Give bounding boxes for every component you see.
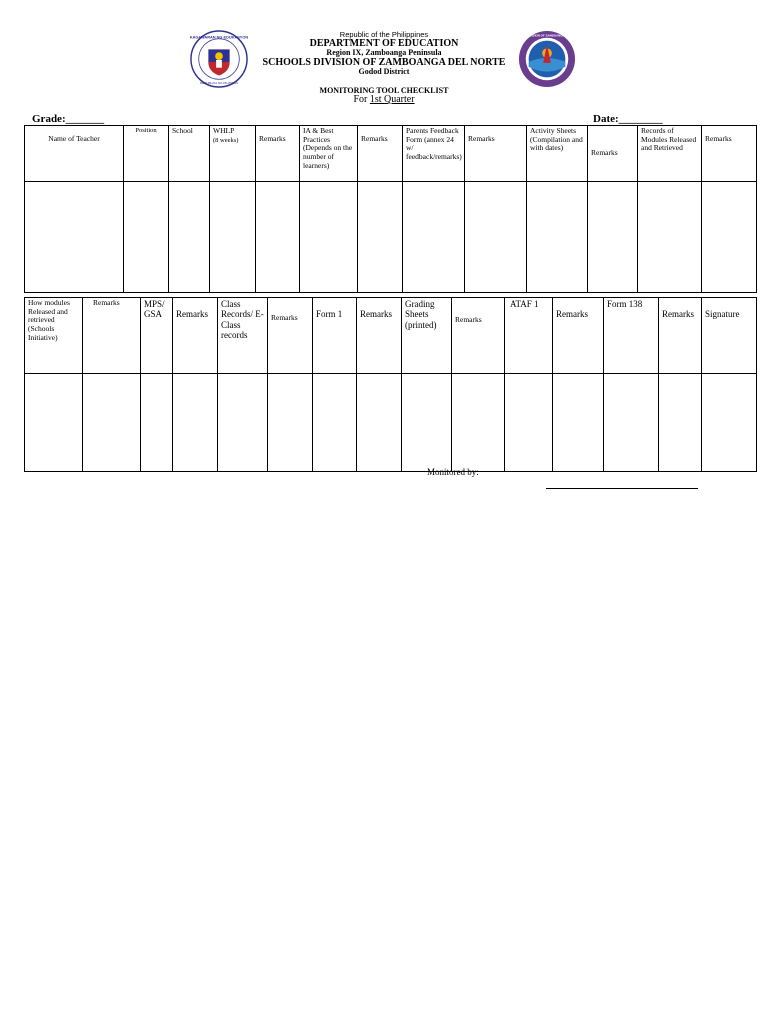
cell-remarks[interactable] <box>702 182 757 293</box>
col-records-of-modules: Records of Modules Released and Retrieved <box>638 126 702 182</box>
cell-grading-sheets[interactable] <box>402 374 452 472</box>
date-field: Date:________ <box>593 113 663 125</box>
col-ia-best-practices: IA & Best Practices (Depends on the number of learners) <box>300 126 358 182</box>
col-school: School <box>169 126 210 182</box>
checklist-table-1 <box>24 125 757 293</box>
cell-whlp[interactable] <box>210 182 256 293</box>
col-remarks: Remarks <box>268 298 313 374</box>
cell-activity-sheets[interactable] <box>527 182 588 293</box>
table-header-row <box>25 126 757 182</box>
col-remarks: Remarks <box>357 298 402 374</box>
division-line: SCHOOLS DIVISION OF ZAMBOANGA DEL NORTE <box>262 56 506 68</box>
col-remarks: Remarks <box>256 126 300 182</box>
region-line: Region IX, Zamboanga Peninsula <box>326 48 442 58</box>
grade-field: Grade:_______ <box>32 113 105 125</box>
col-remarks: Remarks <box>173 298 218 374</box>
cell-position[interactable] <box>124 182 169 293</box>
cell-ia-best-practices[interactable] <box>300 182 358 293</box>
cell-remarks[interactable] <box>553 374 604 472</box>
cell-school[interactable] <box>169 182 210 293</box>
col-grading-sheets: Grading Sheets (printed) <box>402 298 452 374</box>
col-remarks: Remarks <box>83 298 141 374</box>
col-how-modules: How modules Released and retrieved (Schools Initiative) <box>25 298 83 374</box>
col-position: Position <box>124 126 169 182</box>
cell-remarks[interactable] <box>452 374 505 472</box>
seal-left-text: KAGAWARAN NG EDUKASYON <box>189 35 249 40</box>
cell-class-records[interactable] <box>218 374 268 472</box>
cell-remarks[interactable] <box>268 374 313 472</box>
for-label: For <box>353 94 370 106</box>
quarter-value: 1st Quarter <box>369 94 415 106</box>
signature-line[interactable] <box>546 488 698 489</box>
cell-mps-gsa[interactable] <box>141 374 173 472</box>
seal-right-text: SCHOOLS DIVISION OF ZAMBOANGA DEL NORTE <box>512 33 582 38</box>
col-ataf-1: ATAF 1 <box>505 298 553 374</box>
col-remarks: Remarks <box>588 126 638 182</box>
whlp-label: WHLP <box>213 126 235 135</box>
col-remarks: Remarks <box>702 126 757 182</box>
col-remarks: Remarks <box>452 298 505 374</box>
cell-remarks[interactable] <box>358 182 403 293</box>
col-whlp <box>210 126 256 182</box>
col-parents-feedback: Parents Feedback Form (annex 24 w/ feedback/remarks) <box>403 126 465 182</box>
col-remarks: Remarks <box>358 126 403 182</box>
cell-form-138[interactable] <box>604 374 659 472</box>
col-class-records: Class Records/ E- Class records <box>218 298 268 374</box>
cell-remarks[interactable] <box>256 182 300 293</box>
republic-line: Republic of the Philippines <box>339 30 429 39</box>
cell-records-of-modules[interactable] <box>638 182 702 293</box>
monitored-by-label: Monitored by: <box>427 467 479 477</box>
cell-remarks[interactable] <box>659 374 702 472</box>
cell-how-modules[interactable] <box>25 374 83 472</box>
col-remarks: Remarks <box>553 298 604 374</box>
department-line: DEPARTMENT OF EDUCATION <box>309 37 459 49</box>
col-remarks: Remarks <box>659 298 702 374</box>
whlp-weeks: (8 weeks) <box>213 136 239 144</box>
table-row <box>25 374 757 472</box>
cell-form-1[interactable] <box>313 374 357 472</box>
cell-remarks[interactable] <box>465 182 527 293</box>
seal-left-bottom-text: REPUBLIKA NG PILIPINAS <box>199 81 239 86</box>
cell-ataf-1[interactable] <box>505 374 553 472</box>
district-line: Godod District <box>358 67 410 77</box>
cell-remarks[interactable] <box>83 374 141 472</box>
document-title: MONITORING TOOL CHECKLIST <box>319 85 449 95</box>
col-mps-gsa: MPS/ GSA <box>141 298 173 374</box>
table-header-row <box>25 298 757 374</box>
checklist-table-2 <box>24 297 757 472</box>
col-form-1: Form 1 <box>313 298 357 374</box>
cell-name-of-teacher[interactable] <box>25 182 124 293</box>
cell-remarks[interactable] <box>588 182 638 293</box>
document-header <box>0 31 768 106</box>
col-activity-sheets: Activity Sheets (Compilation and with dates) <box>527 126 588 182</box>
col-form-138: Form 138 <box>604 298 659 374</box>
col-remarks: Remarks <box>465 126 527 182</box>
quarter-line <box>0 95 768 106</box>
col-signature: Signature <box>702 298 757 374</box>
cell-parents-feedback[interactable] <box>403 182 465 293</box>
cell-remarks[interactable] <box>173 374 218 472</box>
cell-signature[interactable] <box>702 374 757 472</box>
col-name-of-teacher: Name of Teacher <box>25 126 124 182</box>
cell-remarks[interactable] <box>357 374 402 472</box>
table-row <box>25 182 757 293</box>
